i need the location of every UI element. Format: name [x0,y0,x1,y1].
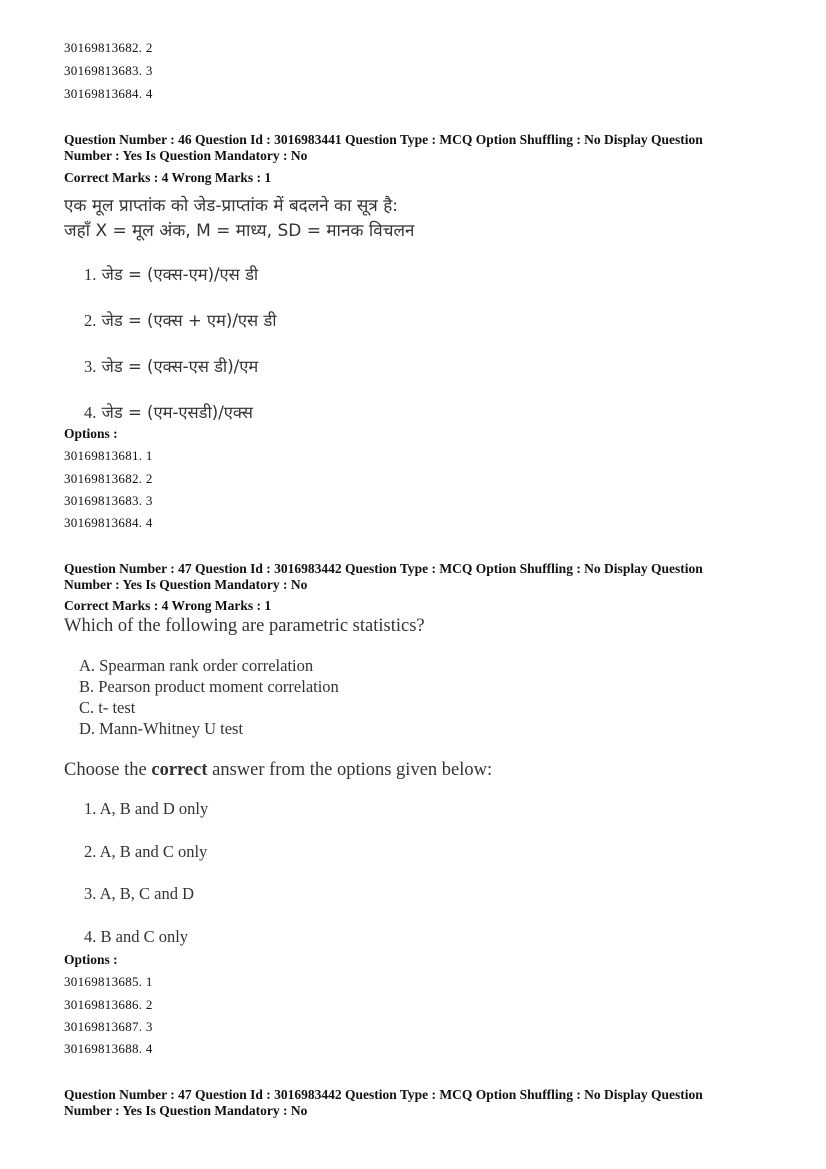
option-id-line: 30169813685. 1 [64,974,153,989]
choice-text: जेड = (एक्स + एम)/एस डी [101,311,277,330]
instruction-text: Choose the [64,760,152,780]
question-47-text: Which of the following are parametric statistics? [64,616,425,636]
instruction-emphasis: correct [151,760,208,780]
question-46-marks: Correct Marks : 4 Wrong Marks : 1 [64,170,272,185]
choice-number: 3. [84,357,97,376]
question-46-text-line1: एक मूल प्राप्तांक को जेड-प्राप्तांक में बदलने का सूत्र है: [64,196,398,216]
question-meta-line: Number : Yes Is Question Mandatory : No [64,1103,308,1118]
option-id-line: 30169813682. 2 [64,40,153,55]
question-47-marks: Correct Marks : 4 Wrong Marks : 1 [64,598,272,613]
choice-text: जेड = (एक्स-एस डी)/एम [101,357,259,376]
choice-text: A, B, C and D [99,884,195,903]
option-id-line: 30169813681. 1 [64,448,153,463]
choice-text: जेड = (एम-एसडी)/एक्स [101,403,253,422]
choice-text: A, B and C only [99,842,208,861]
question-47-instruction [64,760,492,781]
question-meta-line: Number : Yes Is Question Mandatory : No [64,577,308,592]
option-id-line: 30169813687. 3 [64,1019,153,1034]
question-47-statement: C. t- test [79,698,136,717]
option-id-line: 30169813682. 2 [64,471,153,486]
choice-number: 4. [84,927,97,946]
option-id-line: 30169813683. 3 [64,493,153,508]
choice-number: 4. [84,403,97,422]
option-id-line: 30169813688. 4 [64,1041,153,1056]
options-label: Options : [64,426,118,441]
question-47-choice [84,842,207,862]
question-47-choice [84,799,208,819]
question-meta-line: Question Number : 47 Question Id : 3016983442 Question Type : MCQ Option Shuffling : No Display Question [64,561,703,576]
question-46-choice [84,400,253,423]
choice-text: A, B and D only [99,799,209,818]
choice-number: 1. [84,799,97,818]
option-id-line: 30169813686. 2 [64,997,153,1012]
question-46-text-line2: जहाँ X = मूल अंक, M = माध्य, SD = मानक विचलन [64,221,415,241]
option-id-line: 30169813684. 4 [64,515,153,530]
option-id-line: 30169813683. 3 [64,63,153,78]
choice-text: जेड = (एक्स-एम)/एस डी [101,265,259,284]
choice-number: 1. [84,265,97,284]
option-id-line: 30169813684. 4 [64,86,153,101]
question-47-statement: A. Spearman rank order correlation [79,656,314,675]
question-47-choice [84,884,194,904]
choice-text: B and C only [100,927,189,946]
question-meta-line: Question Number : 47 Question Id : 3016983442 Question Type : MCQ Option Shuffling : No Display Question [64,1087,703,1102]
question-meta-line: Question Number : 46 Question Id : 3016983441 Question Type : MCQ Option Shuffling : No Display Question [64,132,703,147]
question-meta-line: Number : Yes Is Question Mandatory : No [64,148,308,163]
choice-number: 2. [84,842,97,861]
question-47-repeat-meta [64,1087,774,1119]
question-47-meta [64,561,774,593]
question-47-statement: D. Mann-Whitney U test [79,719,244,738]
instruction-text: answer from the options given below: [207,760,493,780]
question-47-choice [84,927,188,947]
question-46-choice [84,262,258,285]
question-46-choice [84,354,258,377]
question-46-choice [84,308,277,331]
choice-number: 3. [84,884,97,903]
question-47-statement: B. Pearson product moment correlation [79,677,339,696]
question-46-meta [64,132,774,164]
choice-number: 2. [84,311,97,330]
options-label: Options : [64,952,118,967]
